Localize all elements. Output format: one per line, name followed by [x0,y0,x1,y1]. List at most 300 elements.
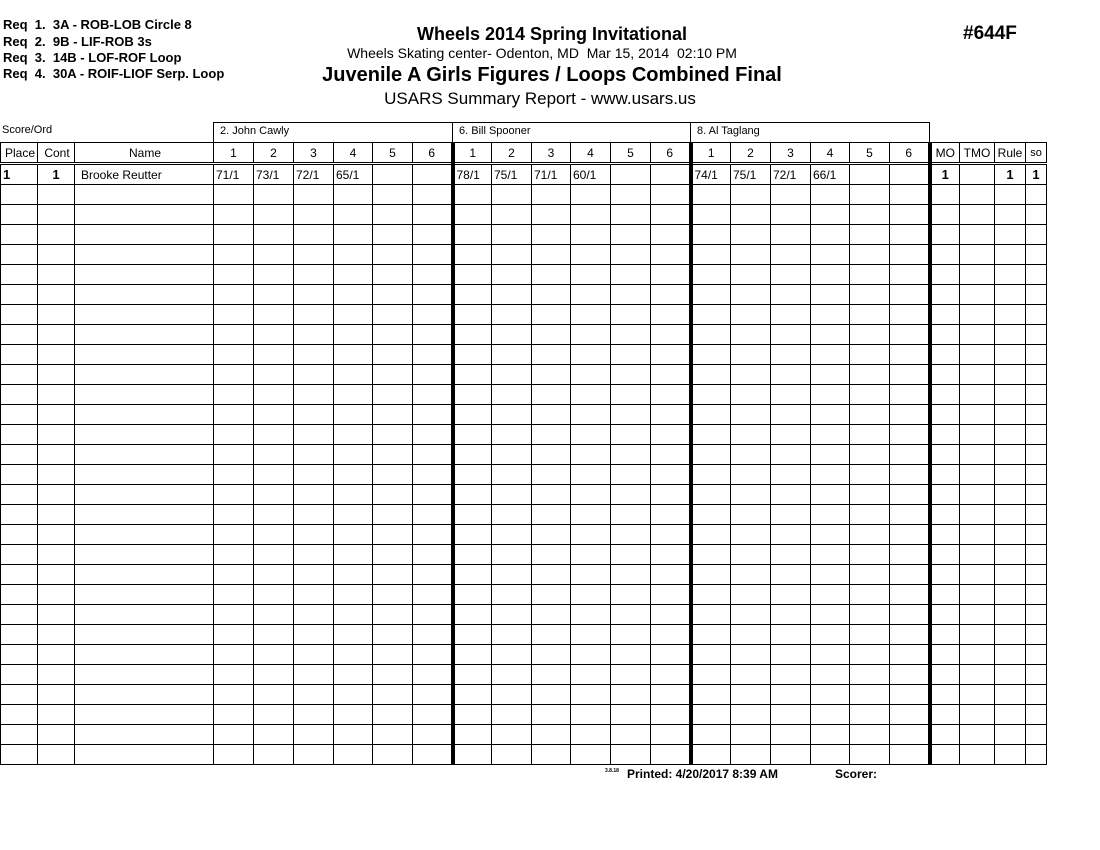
empty-cell [960,345,995,365]
empty-cell [691,485,731,505]
empty-cell [811,245,850,265]
empty-cell [254,185,294,205]
table-row [1,665,1047,685]
empty-cell [1,525,38,545]
empty-cell [731,345,771,365]
empty-cell [1026,625,1047,645]
empty-cell [492,585,532,605]
empty-cell [771,265,811,285]
empty-cell [691,265,731,285]
empty-cell [771,685,811,705]
empty-cell [254,665,294,685]
empty-cell [413,305,453,325]
empty-cell [413,345,453,365]
empty-cell [334,545,373,565]
empty-cell [611,725,651,745]
empty-cell [930,365,960,385]
empty-cell [960,205,995,225]
empty-cell [1026,565,1047,585]
empty-cell [38,625,75,645]
empty-cell [214,505,254,525]
empty-cell [254,685,294,705]
empty-cell [492,605,532,625]
empty-cell [771,465,811,485]
cont-cell: 1 [38,164,75,185]
empty-cell [453,665,492,685]
empty-cell [38,405,75,425]
empty-cell [254,565,294,585]
empty-cell [731,725,771,745]
empty-cell [771,585,811,605]
empty-cell [960,525,995,545]
empty-cell [214,705,254,725]
empty-cell [890,185,930,205]
empty-cell [294,605,334,625]
empty-cell [850,585,890,605]
empty-cell [960,405,995,425]
empty-cell [492,465,532,485]
empty-cell [960,505,995,525]
empty-cell [651,645,691,665]
empty-cell [38,585,75,605]
empty-cell [651,385,691,405]
empty-cell [413,385,453,405]
empty-cell [294,205,334,225]
empty-cell [930,325,960,345]
empty-cell [413,365,453,385]
table-row [1,745,1047,765]
empty-cell [532,625,571,645]
empty-cell [850,205,890,225]
empty-cell [930,405,960,425]
empty-cell [1026,525,1047,545]
empty-cell [960,445,995,465]
col-j2-5: 5 [611,143,651,164]
empty-cell [960,365,995,385]
empty-cell [691,285,731,305]
empty-cell [611,385,651,405]
empty-cell [413,185,453,205]
empty-cell [254,305,294,325]
empty-cell [334,585,373,605]
empty-cell [611,645,651,665]
empty-cell [890,325,930,345]
empty-cell [294,245,334,265]
col-j3-2: 2 [731,143,771,164]
empty-cell [38,265,75,285]
empty-cell [1026,425,1047,445]
empty-cell [960,265,995,285]
empty-cell [930,605,960,625]
empty-cell [294,305,334,325]
empty-cell [373,525,413,545]
empty-cell [850,445,890,465]
empty-cell [254,325,294,345]
empty-cell [611,585,651,605]
empty-cell [373,185,413,205]
empty-cell [413,565,453,585]
empty-cell [413,745,453,765]
table-row [1,485,1047,505]
column-header-row [1,143,1047,164]
empty-cell [294,425,334,445]
empty-cell [850,545,890,565]
empty-cell [771,305,811,325]
empty-cell [38,525,75,545]
empty-cell [492,645,532,665]
empty-cell [811,425,850,445]
empty-cell [532,245,571,265]
empty-cell [373,485,413,505]
empty-cell [214,745,254,765]
judge-1-header: 2. John Cawly [213,122,453,142]
empty-cell [334,265,373,285]
empty-cell [811,485,850,505]
empty-cell [492,225,532,245]
empty-cell [214,445,254,465]
empty-cell [930,545,960,565]
empty-cell [373,285,413,305]
empty-cell [373,265,413,285]
empty-cell [611,365,651,385]
empty-cell [492,345,532,365]
empty-cell [651,265,691,285]
empty-cell [1,405,38,425]
empty-cell [453,685,492,705]
empty-cell [1,385,38,405]
empty-cell [571,725,611,745]
empty-cell [850,665,890,685]
empty-cell [453,725,492,745]
empty-cell [532,585,571,605]
empty-cell [771,545,811,565]
empty-cell [334,325,373,345]
table-row [1,605,1047,625]
empty-cell [373,645,413,665]
empty-cell [532,725,571,745]
empty-cell [373,725,413,745]
empty-cell [1,725,38,745]
empty-cell [254,285,294,305]
empty-cell [413,485,453,505]
empty-cell [334,425,373,445]
empty-cell [373,565,413,585]
empty-cell [691,565,731,585]
so-cell: 1 [1026,164,1047,185]
empty-cell [571,185,611,205]
table-row [1,445,1047,465]
empty-cell [930,345,960,365]
empty-cell [850,325,890,345]
table-row [1,345,1047,365]
empty-cell [611,405,651,425]
empty-cell [691,705,731,725]
empty-cell [771,325,811,345]
empty-cell [691,645,731,665]
empty-cell [995,245,1026,265]
empty-cell [731,365,771,385]
empty-cell [453,565,492,585]
empty-cell [38,545,75,565]
empty-cell [373,325,413,345]
empty-cell [75,625,214,645]
empty-cell [38,485,75,505]
empty-cell [960,705,995,725]
empty-cell [532,545,571,565]
empty-cell [1026,645,1047,665]
empty-cell [960,185,995,205]
empty-cell [1026,585,1047,605]
empty-cell [38,505,75,525]
empty-cell [214,265,254,285]
empty-cell [294,545,334,565]
event-number: #644F [963,23,1017,44]
empty-cell [254,445,294,465]
empty-cell [651,285,691,305]
table-row [1,185,1047,205]
empty-cell [771,565,811,585]
empty-cell [334,465,373,485]
empty-cell [254,465,294,485]
empty-cell [334,365,373,385]
empty-cell [294,225,334,245]
empty-cell [453,485,492,505]
empty-cell [850,305,890,325]
empty-cell [995,605,1026,625]
empty-cell [453,205,492,225]
empty-cell [492,205,532,225]
empty-cell [890,225,930,245]
empty-cell [930,205,960,225]
col-name: Name [75,143,214,164]
empty-cell [960,545,995,565]
empty-cell [254,385,294,405]
empty-cell [294,285,334,305]
empty-cell [930,445,960,465]
empty-cell [532,645,571,665]
col-j3-5: 5 [850,143,890,164]
score-j3-2: 75/1 [731,164,771,185]
empty-cell [214,685,254,705]
empty-cell [532,465,571,485]
empty-cell [731,265,771,285]
empty-cell [811,205,850,225]
empty-cell [373,745,413,765]
empty-cell [995,345,1026,365]
empty-cell [75,425,214,445]
empty-cell [1026,345,1047,365]
empty-cell [1026,265,1047,285]
empty-cell [453,745,492,765]
empty-cell [75,525,214,545]
empty-cell [75,225,214,245]
empty-cell [214,245,254,265]
empty-cell [75,745,214,765]
empty-cell [771,665,811,685]
score-j2-6 [651,164,691,185]
empty-cell [731,405,771,425]
empty-cell [532,185,571,205]
rule-cell: 1 [995,164,1026,185]
empty-cell [611,225,651,245]
col-place: Place [1,143,38,164]
table-row [1,285,1047,305]
col-j1-4: 4 [334,143,373,164]
empty-cell [294,445,334,465]
col-j1-1: 1 [214,143,254,164]
empty-cell [453,545,492,565]
empty-cell [890,485,930,505]
table-row [1,425,1047,445]
empty-cell [611,705,651,725]
empty-cell [1,305,38,325]
empty-cell [930,705,960,725]
empty-cell [850,645,890,665]
empty-cell [38,205,75,225]
table-row [1,245,1047,265]
empty-cell [38,465,75,485]
empty-cell [995,265,1026,285]
empty-cell [651,185,691,205]
empty-cell [995,705,1026,725]
empty-cell [413,445,453,465]
empty-cell [453,185,492,205]
empty-cell [1,585,38,605]
empty-cell [850,425,890,445]
empty-cell [453,385,492,405]
empty-cell [850,685,890,705]
tmo-cell [960,164,995,185]
empty-cell [373,605,413,625]
empty-cell [651,685,691,705]
empty-cell [651,365,691,385]
empty-cell [930,565,960,585]
empty-cell [930,665,960,685]
empty-cell [334,565,373,585]
results-table [0,142,1047,765]
table-row [1,705,1047,725]
empty-cell [731,665,771,685]
empty-cell [571,665,611,685]
empty-cell [651,665,691,685]
empty-cell [995,585,1026,605]
event-title: Juvenile A Girls Figures / Loops Combined Final [322,64,782,86]
empty-cell [334,245,373,265]
table-row [1,625,1047,645]
empty-cell [691,725,731,745]
empty-cell [492,425,532,445]
empty-cell [214,285,254,305]
empty-cell [890,205,930,225]
col-j2-3: 3 [532,143,571,164]
empty-cell [453,305,492,325]
empty-cell [771,625,811,645]
score-j2-2: 75/1 [492,164,532,185]
scorer-label: Scorer: [835,767,878,781]
empty-cell [294,665,334,685]
empty-cell [1,325,38,345]
empty-cell [75,205,214,225]
empty-cell [890,245,930,265]
empty-cell [850,265,890,285]
empty-cell [811,385,850,405]
empty-cell [771,285,811,305]
empty-cell [890,725,930,745]
empty-cell [453,465,492,485]
empty-cell [571,285,611,305]
empty-cell [1,365,38,385]
empty-cell [611,425,651,445]
empty-cell [373,705,413,725]
empty-cell [811,325,850,345]
empty-cell [214,545,254,565]
empty-cell [611,305,651,325]
empty-cell [731,625,771,645]
empty-cell [731,605,771,625]
empty-cell [771,645,811,665]
empty-cell [492,545,532,565]
empty-cell [294,505,334,525]
empty-cell [532,205,571,225]
empty-cell [771,485,811,505]
empty-cell [691,425,731,445]
empty-cell [960,625,995,645]
empty-cell [254,605,294,625]
empty-cell [532,485,571,505]
score-j1-5 [373,164,413,185]
empty-cell [532,265,571,285]
empty-cell [691,525,731,545]
empty-cell [413,465,453,485]
empty-cell [1026,205,1047,225]
empty-cell [890,305,930,325]
empty-cell [731,245,771,265]
empty-cell [492,685,532,705]
empty-cell [995,525,1026,545]
empty-cell [453,585,492,605]
table-row [1,365,1047,385]
empty-cell [334,605,373,625]
empty-cell [214,185,254,205]
empty-cell [731,285,771,305]
empty-cell [995,725,1026,745]
empty-cell [1026,285,1047,305]
mo-cell: 1 [930,164,960,185]
empty-cell [811,465,850,485]
empty-cell [960,485,995,505]
empty-cell [214,365,254,385]
empty-cell [771,525,811,545]
table-row [1,405,1047,425]
empty-cell [1026,445,1047,465]
table-row [1,505,1047,525]
empty-cell [1026,745,1047,765]
empty-cell [651,705,691,725]
empty-cell [75,265,214,285]
empty-cell [413,205,453,225]
empty-cell [651,525,691,545]
empty-cell [334,525,373,545]
empty-cell [691,505,731,525]
empty-cell [571,745,611,765]
empty-cell [75,285,214,305]
empty-cell [334,625,373,645]
empty-cell [373,405,413,425]
empty-cell [651,225,691,245]
empty-cell [75,465,214,485]
score-j3-6 [890,164,930,185]
empty-cell [413,425,453,445]
